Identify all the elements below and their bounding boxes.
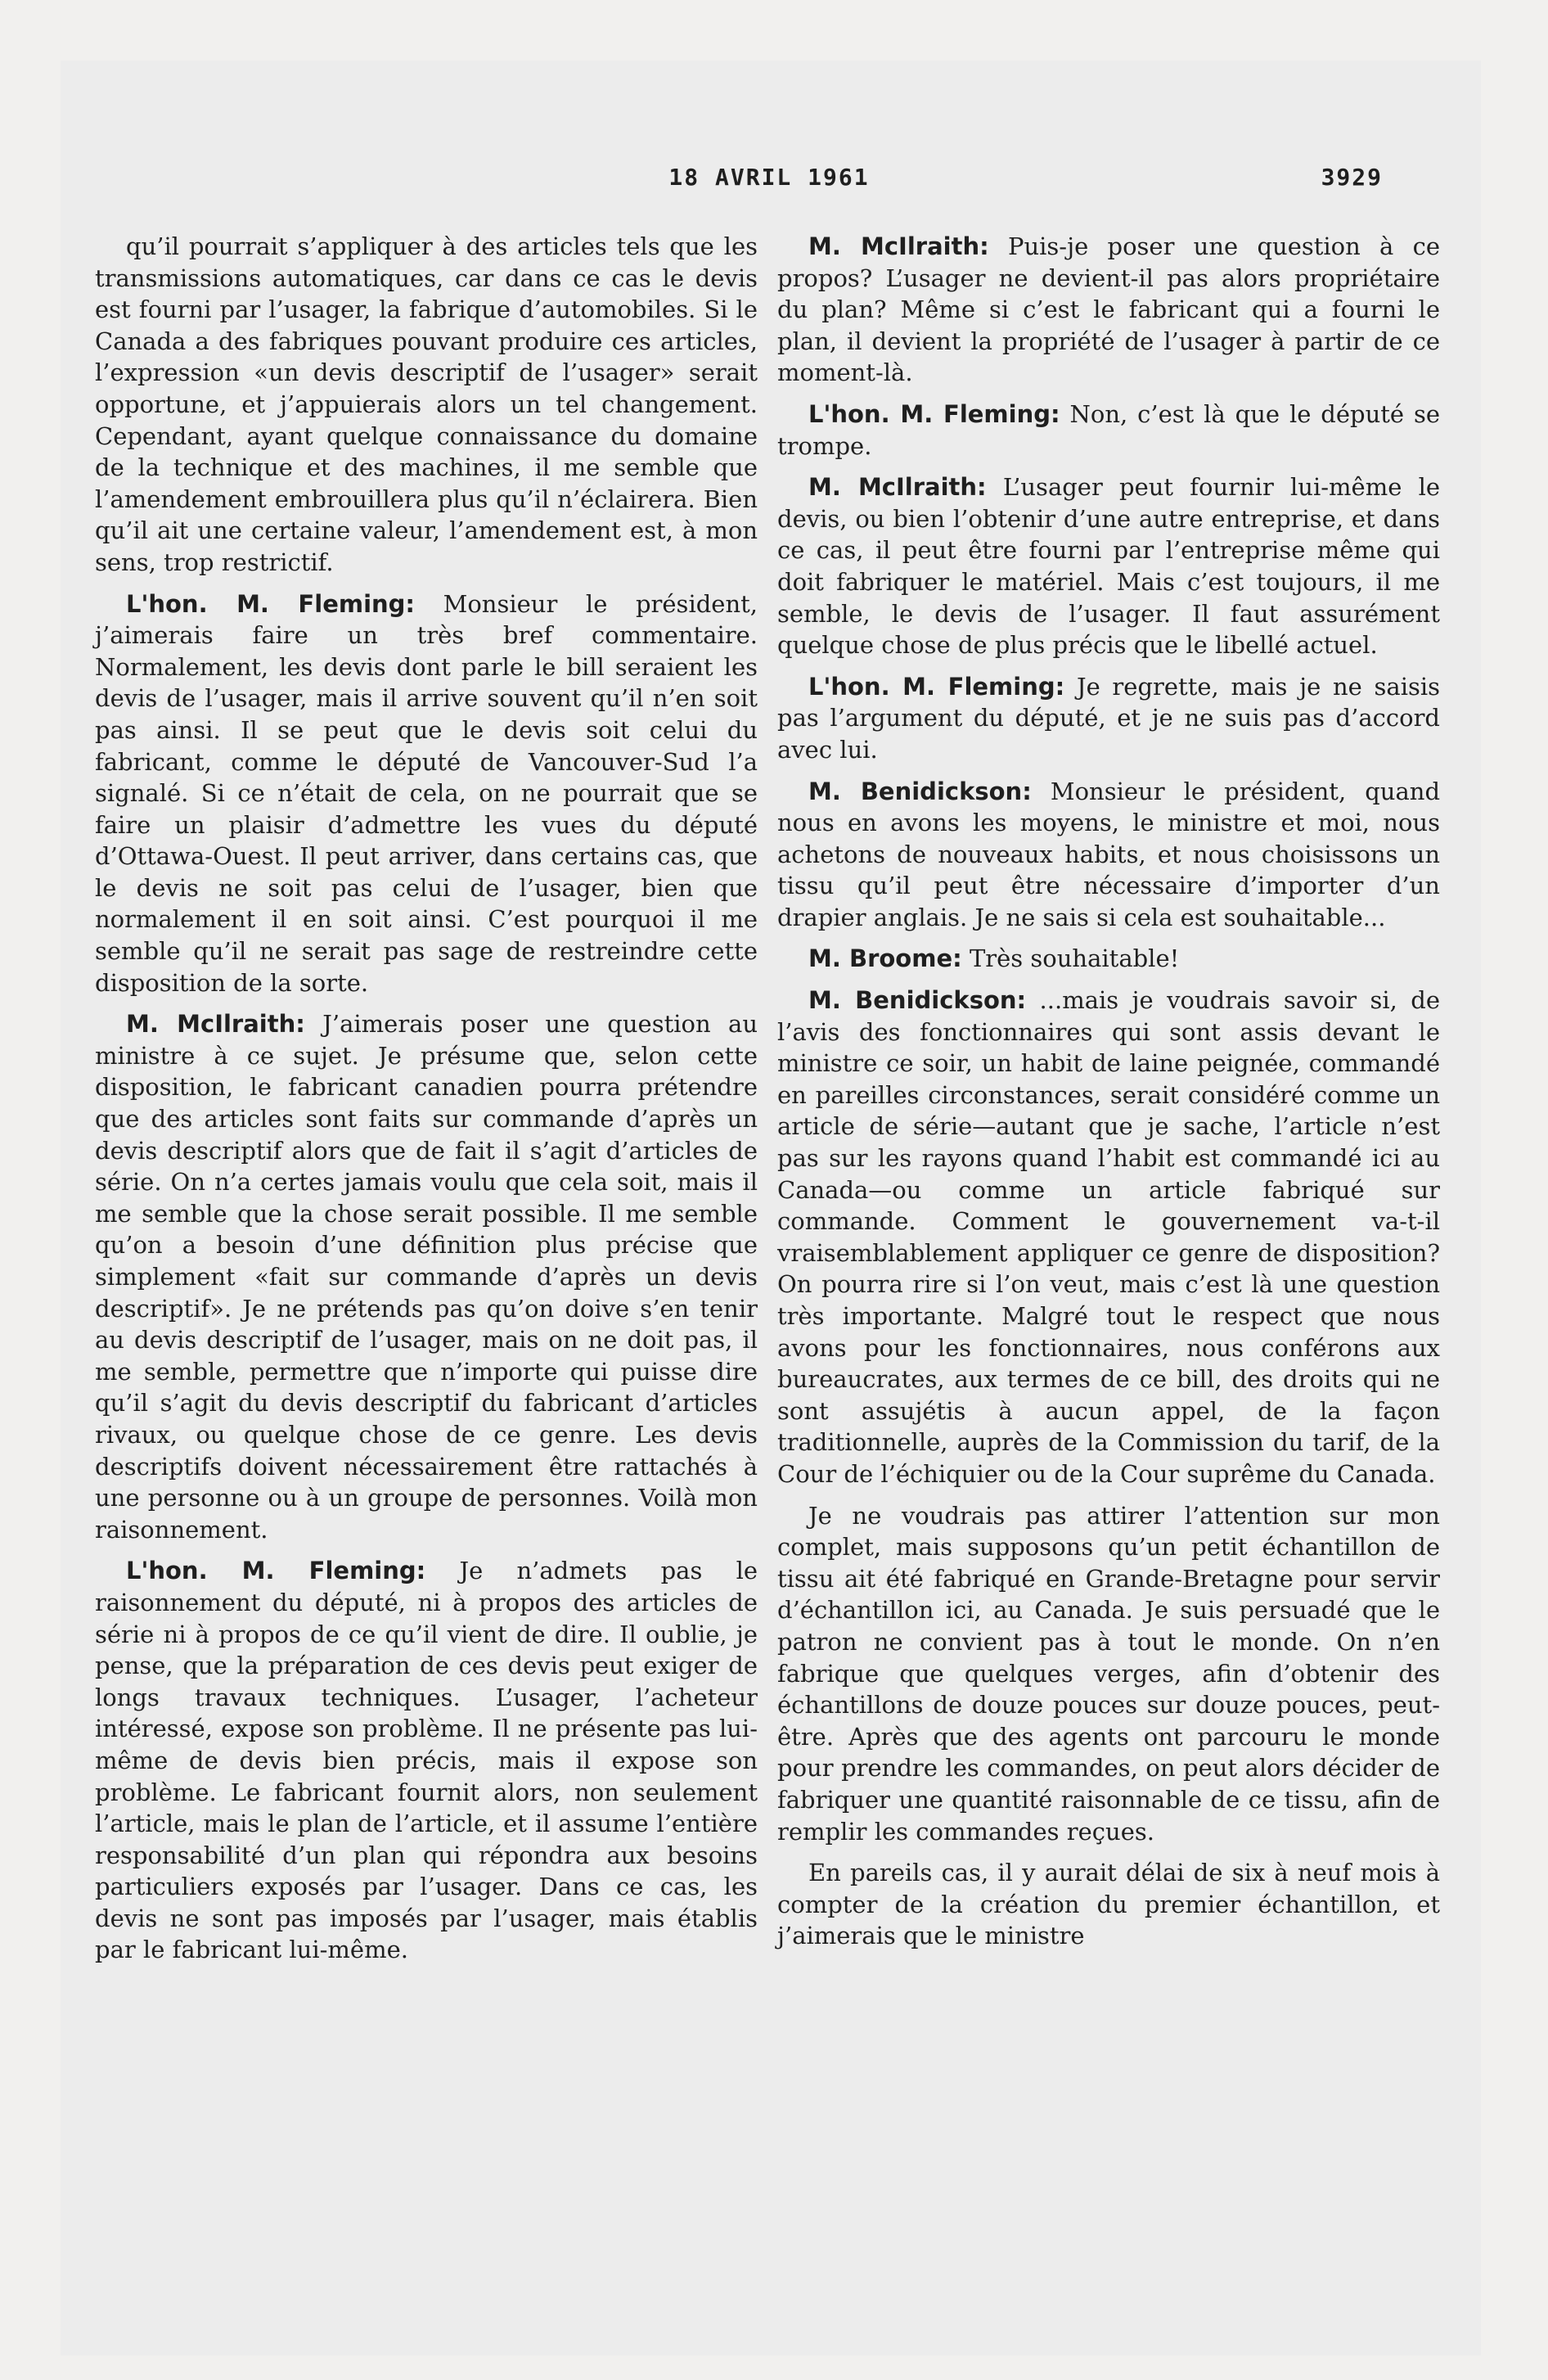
- paragraph-text: En pareils cas, il y aurait délai de six à neuf mois à compter de la création du premier échantillon, et j’aimerais que le ministre: [777, 1859, 1440, 1950]
- speaker-name: M. McIlraith:: [808, 473, 987, 502]
- paragraph-text: ...mais je voudrais savoir si, de l’avis des fonctionnaires qui sont assis devant le ministre ce soir, un habit de laine peignée, commandé en pareilles circonstances, serait considéré comme un article de série—autant que je sache, l’article n’est pas sur les rayons quand l’habit est commandé ici au Canada—ou comme un article fabriqué sur commande. Comment le gouvernement va-t-il vraisemblablement appliquer ce genre de disposition? On pourra rire si l’on veut, mais c’est là une question très importante. Malgré tout le respect que nous avons pour les fonctionnaires, nous conférons aux bureaucrates, aux termes de ce bill, des droits qui ne sont assujétis à aucun appel, de la façon traditionnelle, auprès de la Commission du tarif, de la Cour de l’échiquier ou de la Cour suprême du Canada.: [777, 986, 1440, 1488]
- speaker-name: L'hon. M. Fleming:: [808, 399, 1060, 428]
- speaker-name: M. Broome:: [808, 944, 962, 973]
- paragraph: [95, 1555, 758, 1966]
- speaker-name: L'hon. M. Fleming:: [126, 589, 416, 618]
- speaker-name: M. Benidickson:: [808, 986, 1027, 1015]
- speaker-name: M. McIlraith:: [808, 232, 989, 260]
- paragraph: [95, 588, 758, 999]
- paragraph: [777, 399, 1440, 462]
- paragraph: [777, 231, 1440, 389]
- paragraph: [777, 671, 1440, 766]
- page-number: 3929: [1321, 164, 1383, 191]
- speaker-name: M. Benidickson:: [808, 777, 1032, 805]
- paragraph-text: Très souhaitable!: [969, 944, 1180, 973]
- paragraph: [777, 943, 1440, 975]
- paragraph: [777, 985, 1440, 1490]
- left-column: [95, 231, 758, 1976]
- paragraph-text: Je regrette, mais je ne saisis pas l’argument du député, et je ne suis pas d’accord avec lui.: [777, 672, 1441, 764]
- paragraph-text: Je ne voudrais pas attirer l’attention sur mon complet, mais supposons qu’un petit échantillon de tissu ait été fabriqué en Grande-Bretagne pour servir d’échantillon ici, au Canada. Je suis persuadé que le patron ne convient pas à tout le monde. On n’en fabrique que quelques verges, afin d’obtenir des échantillons de douze pouces sur douze pouces, peut-être. Après que des agents ont parcouru le monde pour prendre les commandes, on peut alors décider de fabriquer une quantité raisonnable de ce tissu, afin de remplir les commandes reçues.: [777, 1501, 1440, 1846]
- paragraph-text: qu’il pourrait s’appliquer à des articles tels que les transmissions automatiques, car dans ce cas le devis est fourni par l’usager, la fabrique d’automobiles. Si le Canada a des fabriques pouvant produire ces articles, l’expression «un devis descriptif de l’usager» serait opportune, et j’appuierais alors un tel changement. Cependant, ayant quelque connaissance du domaine de la technique et des machines, il me semble que l’amendement embrouillera plus qu’il n’éclairera. Bien qu’il ait une certaine valeur, l’amendement est, à mon sens, trop restrictif.: [95, 232, 758, 576]
- paragraph-text: J’aimerais poser une question au ministre à ce sujet. Je présume que, selon cette disposition, le fabricant canadien pourra prétendre que des articles sont faits sur commande d’après un devis descriptif alors que de fait il s’agit d’articles de série. On n’a certes jamais voulu que cela soit, mais il me semble que la chose serait possible. Il me semble qu’on a besoin d’une définition plus précise que simplement «fait sur commande d’après un devis descriptif». Je ne prétends pas qu’on doive s’en tenir au devis descriptif de l’usager, mais on ne doit pas, il me semble, permettre que n’importe qui puisse dire qu’il s’agit du devis descriptif du fabricant d’articles rivaux, ou quelque chose de ce genre. Les devis descriptifs doivent nécessairement être rattachés à une personne ou à un groupe de personnes. Voilà mon raisonnement.: [95, 1010, 758, 1544]
- paragraph-text: Je n’admets pas le raisonnement du député, ni à propos des articles de série ni à propos de ce qu’il vient de dire. Il oublie, je pense, que la préparation de ces devis peut exiger de longs travaux techniques. L’usager, l’acheteur intéressé, expose son problème. Il ne présente pas lui-même de devis bien précis, mais il expose son problème. Le fabricant fournit alors, non seulement l’article, mais le plan de l’article, et il assume l’entière responsabilité d’un plan qui répondra aux besoins particuliers exposés par l’usager. Dans ce cas, les devis ne sont pas imposés par l’usager, mais établis par le fabricant lui-même.: [95, 1557, 758, 1964]
- paragraph: [777, 776, 1440, 934]
- paragraph-text: Monsieur le président, j’aimerais faire un très bref commentaire. Normalement, les devis dont parle le bill seraient les devis de l’usager, mais il arrive souvent qu’il n’en soit pas ainsi. Il se peut que le devis soit celui du fabricant, comme le député de Vancouver-Sud l’a signalé. Si ce n’était de cela, on ne pourrait que se faire un plaisir d’admettre les vues du député d’Ottawa-Ouest. Il peut arriver, dans certains cas, que le devis ne soit pas celui de l’usager, bien que normalement il en soit ainsi. C’est pourquoi il me semble qu’il ne serait pas sage de restreindre cette disposition de la sorte.: [95, 589, 758, 997]
- speaker-name: L'hon. M. Fleming:: [808, 672, 1065, 701]
- paragraph: [95, 231, 758, 579]
- page: [61, 61, 1481, 2355]
- paragraph: [777, 1500, 1440, 1848]
- right-column: [777, 231, 1440, 1962]
- paragraph-text: Puis-je poser une question à ce propos? L’usager ne devient-il pas alors propriétaire du plan? Même si c’est le fabricant qui a fourni le plan, il devient la propriété de l’usager à partir de ce moment-là.: [777, 232, 1440, 387]
- paragraph-text: Non, c’est là que le député se trompe.: [777, 399, 1441, 460]
- paragraph: [777, 471, 1440, 661]
- header-date: 18 AVRIL 1961: [668, 164, 870, 191]
- speaker-name: L'hon. M. Fleming:: [126, 1557, 426, 1585]
- page-header: [155, 164, 1383, 196]
- paragraph-text: L’usager peut fournir lui-même le devis, ou bien l’obtenir d’une autre entreprise, et dans ce cas, il peut être fourni par l’entreprise même qui doit fabriquer le matériel. Mais c’est toujours, il me semble, le devis de l’usager. Il faut assurément quelque chose de plus précis que le libellé actuel.: [777, 473, 1441, 660]
- paragraph: [95, 1008, 758, 1545]
- paragraph: [777, 1857, 1440, 1952]
- paragraph-text: Monsieur le président, quand nous en avons les moyens, le ministre et moi, nous achetons de nouveaux habits, et nous choisissons un tissu qu’il peut être nécessaire d’importer d’un drapier anglais. Je ne sais si cela est souhaitable...: [777, 777, 1441, 931]
- speaker-name: M. McIlraith:: [126, 1010, 305, 1039]
